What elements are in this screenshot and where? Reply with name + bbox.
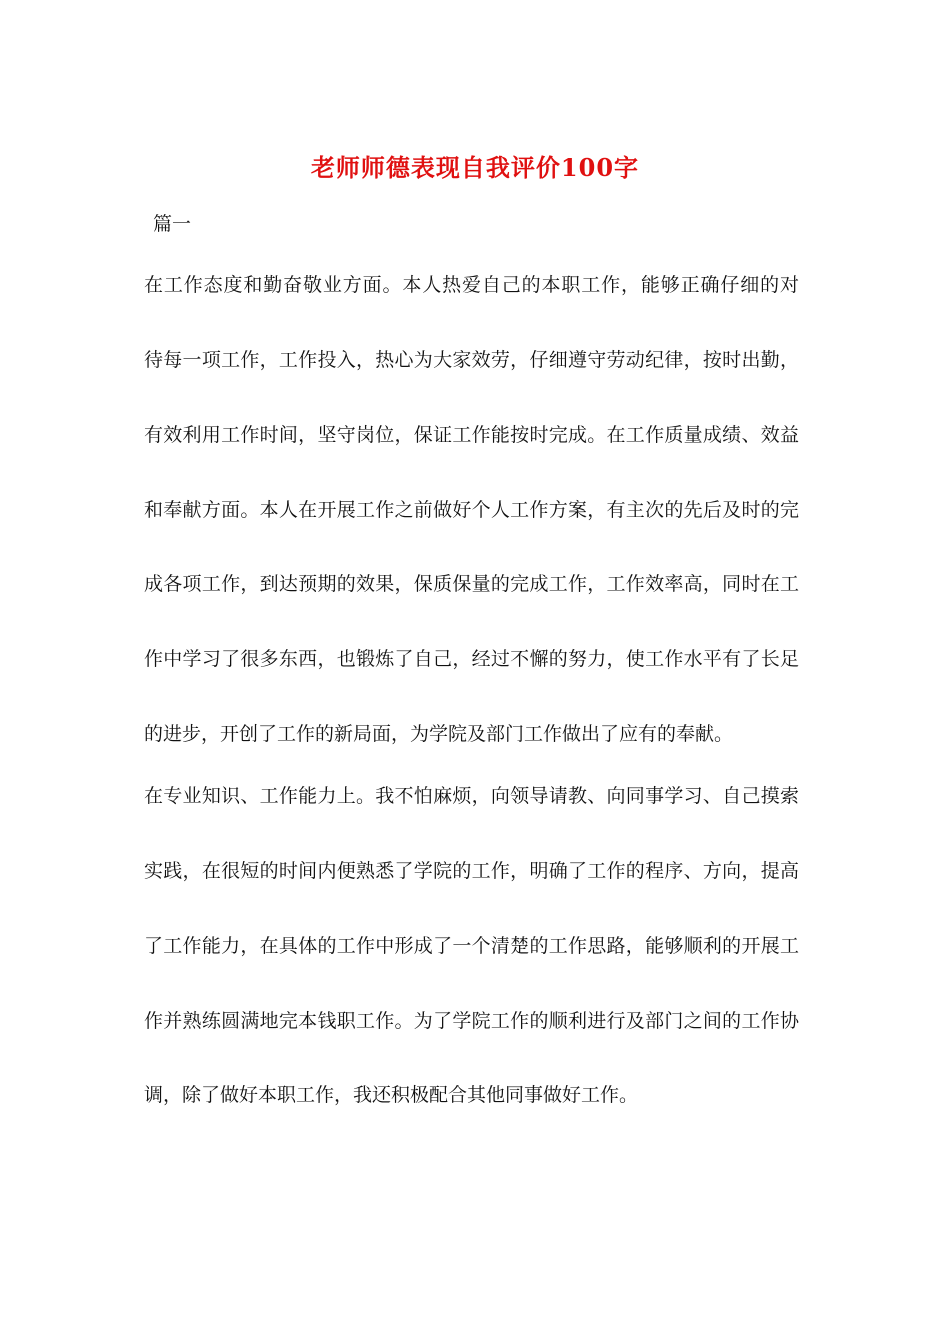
paragraph-line: 实践，在很短的时间内便熟悉了学院的工作，明确了工作的程序、方向，提高 <box>144 860 799 882</box>
paragraph-line: 和奉献方面。本人在开展工作之前做好个人工作方案，有主次的先后及时的完 <box>144 499 799 521</box>
paragraph-line: 调，除了做好本职工作，我还积极配合其他同事做好工作。 <box>144 1084 639 1106</box>
paragraph-line: 了工作能力，在具体的工作中形成了一个清楚的工作思路，能够顺利的开展工 <box>144 935 799 957</box>
paragraph-line: 在专业知识、工作能力上。我不怕麻烦，向领导请教、向同事学习、自己摸索 <box>144 785 799 807</box>
document-title: 老师师德表现自我评价100字 <box>310 153 640 182</box>
paragraph-line: 在工作态度和勤奋敬业方面。本人热爱自己的本职工作，能够正确仔细的对 <box>144 274 799 296</box>
section-label: 篇一 <box>153 213 192 235</box>
paragraph-line: 作中学习了很多东西，也锻炼了自己，经过不懈的努力，使工作水平有了长足 <box>144 648 799 670</box>
paragraph-line: 成各项工作，到达预期的效果，保质保量的完成工作，工作效率高，同时在工 <box>144 573 799 595</box>
paragraph-line: 有效利用工作时间，坚守岗位，保证工作能按时完成。在工作质量成绩、效益 <box>144 424 799 446</box>
paragraph-line: 待每一项工作，工作投入，热心为大家效劳，仔细遵守劳动纪律，按时出勤， <box>144 349 799 371</box>
paragraph-line: 作并熟练圆满地完本钱职工作。为了学院工作的顺利进行及部门之间的工作协 <box>144 1010 799 1032</box>
paragraph-line: 的进步，开创了工作的新局面，为学院及部门工作做出了应有的奉献。 <box>144 723 734 745</box>
